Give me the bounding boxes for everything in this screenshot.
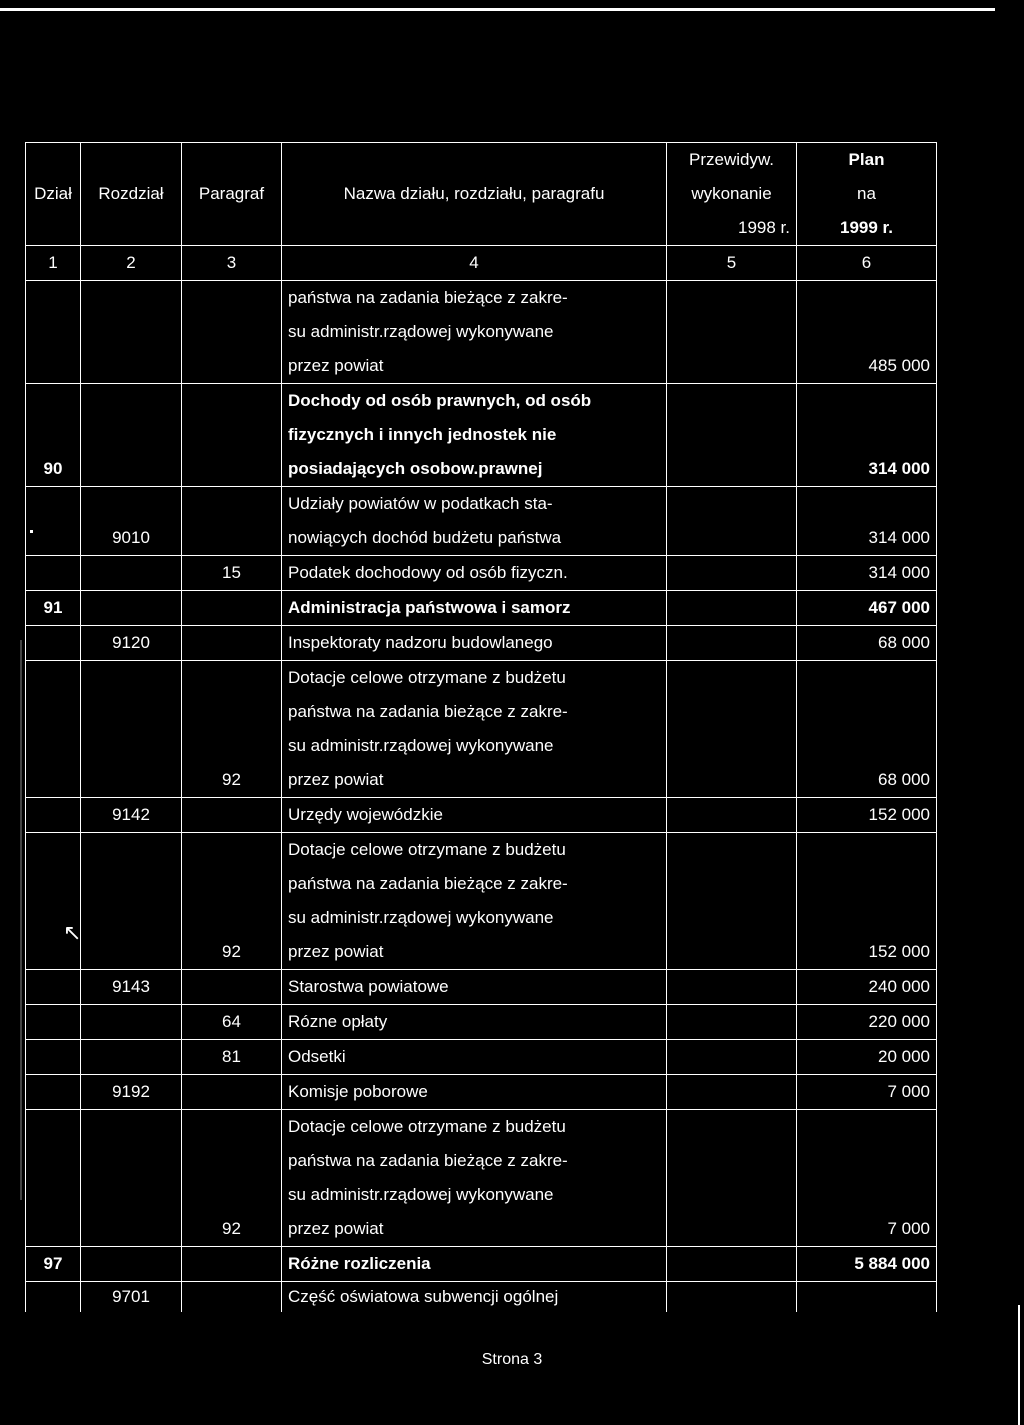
name-line: Komisje poborowe — [288, 1082, 428, 1101]
paragraf-cell — [182, 1282, 282, 1313]
page-number: Strona 3 — [481, 1351, 543, 1368]
name-line: posiadających osobow.prawnej — [288, 459, 543, 478]
plan-cell — [797, 1282, 937, 1313]
name-cell — [282, 1005, 667, 1040]
wykonanie-cell — [667, 798, 797, 833]
table-row — [26, 487, 937, 556]
name-cell — [282, 384, 667, 487]
colnum-2: 2 — [81, 246, 182, 281]
dzial-cell — [26, 798, 81, 833]
rozdzial-cell — [81, 833, 182, 970]
header-plan: Plan na 1999 r. — [797, 143, 937, 246]
rozdzial-cell: 9142 — [81, 798, 182, 833]
plan-cell: 152 000 — [797, 833, 937, 970]
table-row — [26, 1282, 937, 1313]
table-row — [26, 556, 937, 591]
name-cell — [282, 281, 667, 384]
name-cell — [282, 556, 667, 591]
table-row — [26, 1247, 937, 1282]
column-number-row — [26, 246, 937, 281]
plan-cell: 7 000 — [797, 1110, 937, 1247]
table-row — [26, 626, 937, 661]
plan-cell: 467 000 — [797, 591, 937, 626]
rozdzial-cell: 9010 — [81, 487, 182, 556]
dzial-cell — [26, 626, 81, 661]
name-line: Inspektoraty nadzoru budowlanego — [288, 633, 553, 652]
rozdzial-cell: 9120 — [81, 626, 182, 661]
header-paragraf: Paragraf — [182, 143, 282, 246]
name-line: Dotacje celowe otrzymane z budżetu — [288, 840, 566, 859]
table-row — [26, 1075, 937, 1110]
name-line: su administr.rządowej wykonywane — [288, 1185, 554, 1204]
wykonanie-cell — [667, 1110, 797, 1247]
plan-cell: 220 000 — [797, 1005, 937, 1040]
dzial-cell — [26, 970, 81, 1005]
name-line: Odsetki — [288, 1047, 346, 1066]
name-line: Różne rozliczenia — [288, 1254, 431, 1273]
table-row — [26, 798, 937, 833]
dzial-cell: 97 — [26, 1247, 81, 1282]
plan-cell: 314 000 — [797, 556, 937, 591]
name-line: państwa na zadania bieżące z zakre- — [288, 288, 568, 307]
name-line: Udziały powiatów w podatkach sta- — [288, 494, 553, 513]
rozdzial-cell — [81, 384, 182, 487]
name-line: przez powiat — [288, 942, 384, 961]
name-line: fizycznych i innych jednostek nie — [288, 425, 557, 444]
wykonanie-cell — [667, 281, 797, 384]
rozdzial-cell — [81, 591, 182, 626]
name-line: nowiących dochód budżetu państwa — [288, 528, 562, 547]
wykonanie-cell — [667, 626, 797, 661]
dzial-cell — [26, 281, 81, 384]
paragraf-cell: 64 — [182, 1005, 282, 1040]
name-line: państwa na zadania bieżące z zakre- — [288, 702, 568, 721]
top-border-line — [0, 8, 995, 11]
name-line: su administr.rządowej wykonywane — [288, 736, 554, 755]
rozdzial-cell — [81, 1040, 182, 1075]
plan-cell: 485 000 — [797, 281, 937, 384]
rozdzial-cell — [81, 1110, 182, 1247]
dzial-cell — [26, 487, 81, 556]
dzial-cell — [26, 1282, 81, 1313]
wykonanie-cell — [667, 556, 797, 591]
plan-cell: 240 000 — [797, 970, 937, 1005]
wykonanie-cell — [667, 384, 797, 487]
wykonanie-cell — [667, 1075, 797, 1110]
table-row — [26, 1110, 937, 1247]
name-line: przez powiat — [288, 356, 384, 375]
wykonanie-cell — [667, 970, 797, 1005]
name-line: Dotacje celowe otrzymane z budżetu — [288, 668, 566, 687]
dzial-cell — [26, 1005, 81, 1040]
dzial-cell — [26, 661, 81, 798]
name-line: Dotacje celowe otrzymane z budżetu — [288, 1117, 566, 1136]
wykonanie-cell — [667, 487, 797, 556]
rozdzial-cell: 9701 — [81, 1282, 182, 1313]
name-line: Rózne opłaty — [288, 1012, 388, 1031]
name-cell — [282, 1075, 667, 1110]
name-line: Dochody od osób prawnych, od osób — [288, 391, 592, 410]
name-line: państwa na zadania bieżące z zakre- — [288, 874, 568, 893]
header-rozdzial: Rozdział — [81, 143, 182, 246]
name-line: Część oświatowa subwencji ogólnej — [288, 1287, 559, 1306]
colnum-1: 1 — [26, 246, 81, 281]
dzial-cell — [26, 833, 81, 970]
table-row — [26, 970, 937, 1005]
paragraf-cell: 92 — [182, 1110, 282, 1247]
header-wykonanie: Przewidyw. wykonanie 1998 r. — [667, 143, 797, 246]
scan-mark-icon: ↖ — [63, 920, 82, 945]
name-cell — [282, 970, 667, 1005]
plan-cell: 20 000 — [797, 1040, 937, 1075]
paragraf-cell: 15 — [182, 556, 282, 591]
colnum-5: 5 — [667, 246, 797, 281]
dzial-cell — [26, 1075, 81, 1110]
table-row — [26, 281, 937, 384]
wykonanie-cell — [667, 1005, 797, 1040]
colnum-3: 3 — [182, 246, 282, 281]
name-line: su administr.rządowej wykonywane — [288, 322, 554, 341]
name-line: su administr.rządowej wykonywane — [288, 908, 554, 927]
table-row — [26, 833, 937, 970]
plan-cell: 68 000 — [797, 626, 937, 661]
name-cell — [282, 487, 667, 556]
plan-cell: 314 000 — [797, 487, 937, 556]
table-row — [26, 591, 937, 626]
paragraf-cell — [182, 626, 282, 661]
plan-cell: 152 000 — [797, 798, 937, 833]
table-row — [26, 1040, 937, 1075]
left-edge-line — [20, 640, 22, 1200]
name-line: przez powiat — [288, 770, 384, 789]
rozdzial-cell — [81, 1247, 182, 1282]
budget-rows — [26, 281, 937, 1313]
name-line: państwa na zadania bieżące z zakre- — [288, 1151, 568, 1170]
paragraf-cell — [182, 384, 282, 487]
plan-cell: 7 000 — [797, 1075, 937, 1110]
wykonanie-cell — [667, 1040, 797, 1075]
rozdzial-cell — [81, 556, 182, 591]
name-cell — [282, 661, 667, 798]
paragraf-cell — [182, 970, 282, 1005]
plan-cell: 314 000 — [797, 384, 937, 487]
paragraf-cell: 92 — [182, 833, 282, 970]
dzial-cell — [26, 556, 81, 591]
name-cell — [282, 798, 667, 833]
name-cell — [282, 833, 667, 970]
name-cell — [282, 1040, 667, 1075]
name-cell — [282, 1282, 667, 1313]
name-cell — [282, 591, 667, 626]
paragraf-cell — [182, 798, 282, 833]
plan-cell: 5 884 000 — [797, 1247, 937, 1282]
table-row — [26, 661, 937, 798]
paragraf-cell — [182, 1247, 282, 1282]
wykonanie-cell — [667, 591, 797, 626]
paragraf-cell — [182, 487, 282, 556]
dzial-cell — [26, 1110, 81, 1247]
paragraf-cell: 81 — [182, 1040, 282, 1075]
paragraf-cell — [182, 281, 282, 384]
wykonanie-cell — [667, 1247, 797, 1282]
header-row — [26, 143, 937, 246]
name-line: przez powiat — [288, 1219, 384, 1238]
dzial-cell: 90 — [26, 384, 81, 487]
name-cell — [282, 1247, 667, 1282]
header-dzial: Dział — [26, 143, 81, 246]
name-cell — [282, 1110, 667, 1247]
rozdzial-cell — [81, 281, 182, 384]
wykonanie-cell — [667, 661, 797, 798]
name-line: Administracja państwowa i samorz — [288, 598, 571, 617]
header-nazwa: Nazwa działu, rozdziału, paragrafu — [282, 143, 667, 246]
name-cell — [282, 626, 667, 661]
wykonanie-cell — [667, 1282, 797, 1313]
rozdzial-cell — [81, 1005, 182, 1040]
table-row — [26, 384, 937, 487]
name-line: Urzędy wojewódzkie — [288, 805, 443, 824]
name-line: Starostwa powiatowe — [288, 977, 449, 996]
plan-cell: 68 000 — [797, 661, 937, 798]
colnum-6: 6 — [797, 246, 937, 281]
dzial-cell: 91 — [26, 591, 81, 626]
rozdzial-cell: 9143 — [81, 970, 182, 1005]
budget-table-container — [25, 142, 937, 1312]
rozdzial-cell: 9192 — [81, 1075, 182, 1110]
paragraf-cell — [182, 1075, 282, 1110]
dzial-cell — [26, 1040, 81, 1075]
paragraf-cell: 92 — [182, 661, 282, 798]
colnum-4: 4 — [282, 246, 667, 281]
name-line: Podatek dochodowy od osób fizyczn. — [288, 563, 568, 582]
paragraf-cell — [182, 591, 282, 626]
wykonanie-cell — [667, 833, 797, 970]
rozdzial-cell — [81, 661, 182, 798]
table-row — [26, 1005, 937, 1040]
budget-table — [25, 142, 937, 1312]
